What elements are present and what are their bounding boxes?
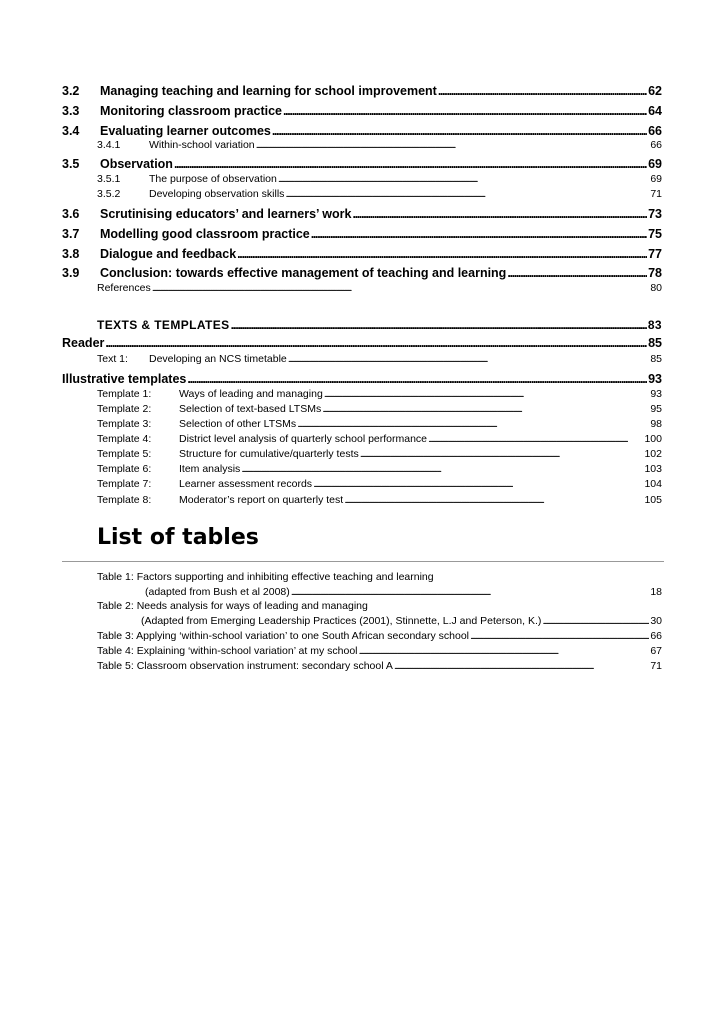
entry-number: 3.6 <box>62 207 80 221</box>
dot-leader <box>288 353 650 365</box>
entry-page: 95 <box>650 403 662 415</box>
entry-title: Monitoring classroom practice <box>100 104 282 118</box>
dot-leader <box>285 188 649 200</box>
toc-entry-template-1[interactable] <box>97 388 662 400</box>
entry-title: Evaluating learner outcomes <box>100 124 271 138</box>
entry-number: Template 1: <box>97 388 152 400</box>
entry-number: Template 4: <box>97 433 152 445</box>
dot-leader <box>394 660 649 672</box>
toc-entry-table-3[interactable] <box>97 630 662 642</box>
toc-entry-3-4[interactable] <box>62 124 662 138</box>
entry-title: Managing teaching and learning for school improvement <box>100 84 437 98</box>
entry-page: 71 <box>650 660 662 672</box>
entry-page: 18 <box>650 586 662 598</box>
entry-title: Developing an NCS timetable <box>149 353 287 365</box>
toc-entry-3-9[interactable] <box>62 266 662 280</box>
dot-leader <box>352 207 647 221</box>
entry-page: 30 <box>650 615 662 627</box>
entry-page: 93 <box>648 372 662 386</box>
dot-leader <box>311 227 647 241</box>
dot-leader <box>187 372 647 386</box>
toc-entry-template-5[interactable] <box>97 448 662 460</box>
toc-entry-table-4[interactable] <box>97 645 662 657</box>
entry-number: 3.9 <box>62 266 80 280</box>
dot-leader <box>313 478 643 490</box>
entry-page: 62 <box>648 84 662 98</box>
entry-title: Selection of text-based LTSMs <box>179 403 322 415</box>
toc-entry-3-2[interactable] <box>62 84 662 98</box>
entry-page: 80 <box>650 282 662 294</box>
entry-title: Ways of leading and managing <box>179 388 323 400</box>
entry-number: 3.5.1 <box>97 173 121 185</box>
entry-number: 3.8 <box>62 247 80 261</box>
entry-page: 85 <box>648 336 662 350</box>
dot-leader <box>324 388 650 400</box>
entry-title: Item analysis <box>179 463 241 475</box>
dot-leader <box>360 448 644 460</box>
entry-page: 104 <box>644 478 662 490</box>
entry-page: 73 <box>648 207 662 221</box>
toc-entry-table-1[interactable] <box>145 586 662 598</box>
toc-entry-references[interactable] <box>97 282 662 294</box>
entry-page: 83 <box>647 318 662 332</box>
dot-leader <box>256 139 650 151</box>
dot-leader <box>359 645 650 657</box>
entry-page: 98 <box>650 418 662 430</box>
toc-entry-3-7[interactable] <box>62 227 662 241</box>
dot-leader <box>278 173 649 185</box>
entry-title: Learner assessment records <box>179 478 313 490</box>
entry-title: Observation <box>100 157 173 171</box>
entry-title: Scrutinising educators’ and learners’ work <box>100 207 352 221</box>
toc-entry-table-5[interactable] <box>97 660 662 672</box>
heading-rule <box>62 561 664 562</box>
entry-page: 64 <box>648 104 662 118</box>
entry-title: Table 3: Applying ‘within-school variation’ to one South African secondary school <box>97 630 469 642</box>
entry-title: References <box>97 282 151 294</box>
dot-leader <box>344 494 643 506</box>
entry-number: 3.5.2 <box>97 188 121 200</box>
toc-entry-3-3[interactable] <box>62 104 662 118</box>
entry-number: Text 1: <box>97 353 128 365</box>
dot-leader <box>322 403 649 415</box>
dot-leader <box>428 433 643 445</box>
entry-page: 103 <box>644 463 662 475</box>
toc-entry-3-6[interactable] <box>62 207 662 221</box>
dot-leader <box>291 586 650 598</box>
entry-page: 93 <box>650 388 662 400</box>
entry-title: Modelling good classroom practice <box>100 227 310 241</box>
entry-page: 100 <box>644 433 662 445</box>
dot-leader <box>438 84 647 98</box>
toc-entry-reader[interactable] <box>62 336 662 350</box>
entry-number: Template 3: <box>97 418 152 430</box>
entry-number: 3.5 <box>62 157 80 171</box>
dot-leader <box>272 124 647 138</box>
entry-page: 69 <box>648 157 662 171</box>
toc-entry-3-5[interactable] <box>62 157 662 171</box>
toc-entry-template-4[interactable] <box>97 433 662 445</box>
entry-title: (Adapted from Emerging Leadership Practices (2001), Stinnette, L.J and Peterson, K.) <box>141 615 542 627</box>
toc-entry-3-5-2[interactable] <box>97 188 662 200</box>
entry-title: Dialogue and feedback <box>100 247 237 261</box>
table-1-line-1[interactable]: Table 1: Factors supporting and inhibiting effective teaching and learning <box>97 571 434 583</box>
toc-entry-texts-templates[interactable] <box>97 318 662 332</box>
entry-page: 67 <box>650 645 662 657</box>
entry-page: 69 <box>650 173 662 185</box>
entry-page: 77 <box>648 247 662 261</box>
toc-entry-template-6[interactable] <box>97 463 662 475</box>
toc-entry-illustrative-templates[interactable] <box>62 372 662 386</box>
entry-page: 85 <box>650 353 662 365</box>
entry-number: Template 5: <box>97 448 152 460</box>
entry-number: 3.2 <box>62 84 80 98</box>
entry-page: 78 <box>648 266 662 280</box>
toc-entry-template-8[interactable] <box>97 494 662 506</box>
entry-number: 3.4 <box>62 124 80 138</box>
dot-leader <box>507 266 647 280</box>
dot-leader <box>152 282 650 294</box>
entry-title: Moderator’s report on quarterly test <box>179 494 344 506</box>
toc-entry-3-8[interactable] <box>62 247 662 261</box>
entry-number: Template 6: <box>97 463 152 475</box>
dot-leader <box>237 247 647 261</box>
entry-number: 3.3 <box>62 104 80 118</box>
entry-page: 105 <box>644 494 662 506</box>
dot-leader <box>231 318 647 332</box>
entry-title: Developing observation skills <box>149 188 285 200</box>
dot-leader <box>297 418 649 430</box>
toc-entry-3-4-1[interactable] <box>97 139 662 151</box>
table-2-line-1[interactable]: Table 2: Needs analysis for ways of leading and managing <box>97 600 368 612</box>
entry-title: Selection of other LTSMs <box>179 418 297 430</box>
entry-page: 75 <box>648 227 662 241</box>
entry-title: Illustrative templates <box>62 372 187 386</box>
entry-number: Template 8: <box>97 494 152 506</box>
entry-page: 102 <box>644 448 662 460</box>
toc-entry-table-2[interactable] <box>141 615 662 627</box>
entry-number: 3.7 <box>62 227 80 241</box>
entry-title: (adapted from Bush et al 2008) <box>145 586 290 598</box>
entry-title: Conclusion: towards effective management of teaching and learning <box>100 266 507 280</box>
entry-title: TEXTS & TEMPLATES <box>97 318 230 332</box>
entry-number: Template 2: <box>97 403 152 415</box>
entry-number: Template 7: <box>97 478 152 490</box>
entry-title: Within-school variation <box>149 139 255 151</box>
entry-page: 66 <box>650 139 662 151</box>
entry-page: 66 <box>648 124 662 138</box>
entry-title: Structure for cumulative/quarterly tests <box>179 448 359 460</box>
entry-number: 3.4.1 <box>97 139 121 151</box>
dot-leader <box>241 463 643 475</box>
entry-page: 71 <box>650 188 662 200</box>
dot-leader <box>470 630 649 642</box>
dot-leader <box>105 336 647 350</box>
entry-title: Table 4: Explaining ‘within-school variation’ at my school <box>97 645 358 657</box>
toc-entry-3-5-1[interactable] <box>97 173 662 185</box>
dot-leader <box>542 615 649 627</box>
toc-entry-template-7[interactable] <box>97 478 662 490</box>
entry-page: 66 <box>650 630 662 642</box>
dot-leader <box>174 157 647 171</box>
entry-title: Table 5: Classroom observation instrument: secondary school A <box>97 660 393 672</box>
entry-title: Reader <box>62 336 105 350</box>
entry-title: District level analysis of quarterly school performance <box>179 433 428 445</box>
toc-entry-template-2[interactable] <box>97 403 662 415</box>
list-of-tables-heading: List of tables <box>97 525 259 550</box>
entry-title: The purpose of observation <box>149 173 277 185</box>
dot-leader <box>283 104 647 118</box>
toc-entry-text-1[interactable] <box>97 353 662 365</box>
toc-entry-template-3[interactable] <box>97 418 662 430</box>
